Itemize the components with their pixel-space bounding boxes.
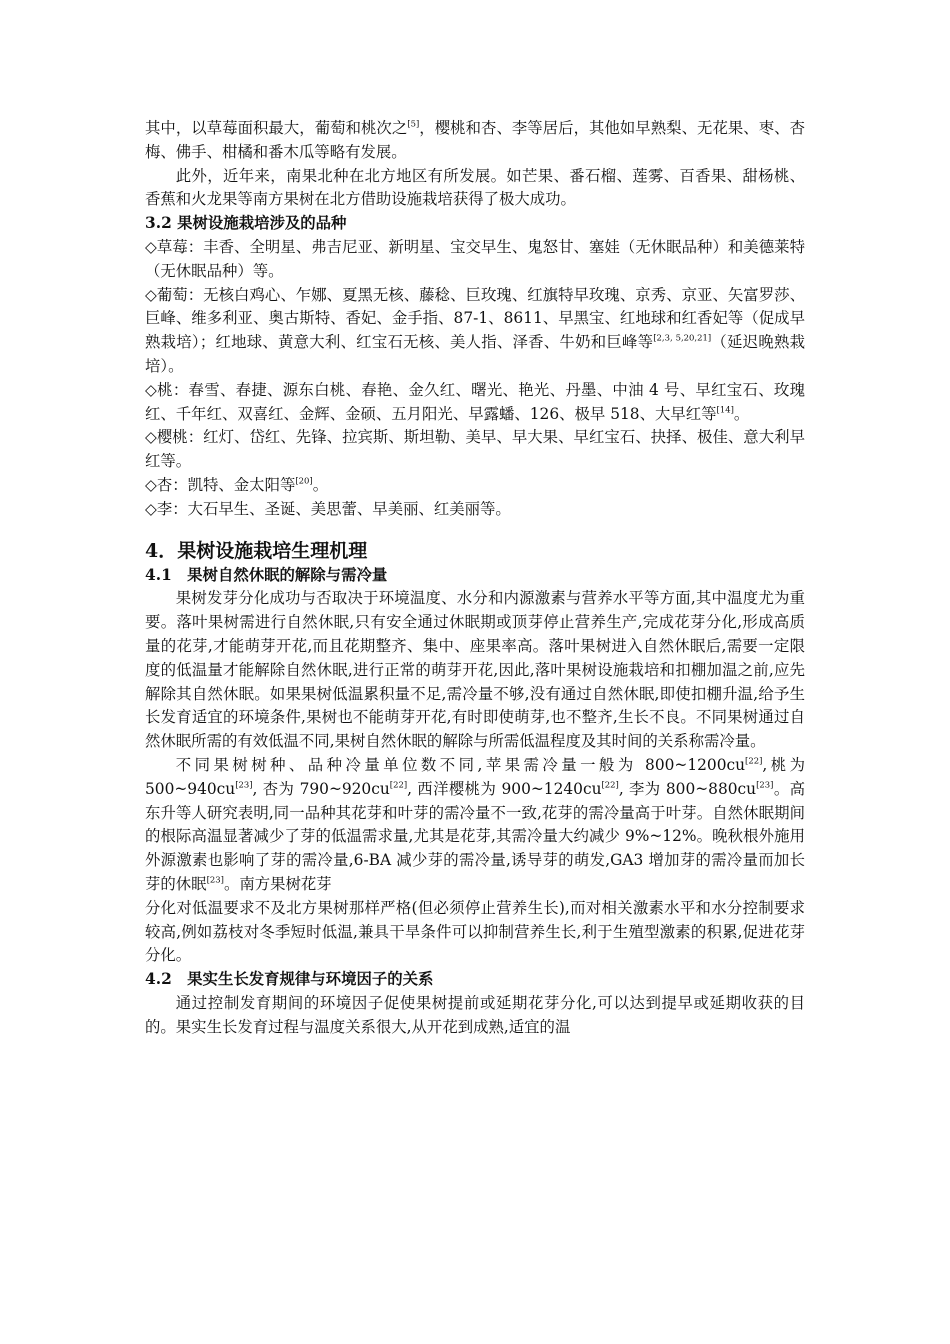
text: 其中，以草莓面积最大，葡萄和桃次之 <box>145 119 408 137</box>
text: , 杏为 790~920cu <box>252 779 390 798</box>
citation: [23] <box>756 779 774 790</box>
text: 。高东升等人研究表明,同一品种其花芽和叶芽的需冷量不一致,花芽的需冷量高于叶芽。自然休眠期间的根际高温显著减少了芽的低温需求量,尤其是花芽,其需冷量大约减少 9%~12%。晚秋根外施用外源激素也影响了芽的需冷量,6-BA 减少芽的需冷量,诱导芽的萌发,GA3 增加芽的需冷量而加长芽的休眠 <box>145 779 805 893</box>
list-item-cherry: ◇樱桃：红灯、岱红、先锋、拉宾斯、斯坦勒、美早、早大果、早红宝石、抉择、极佳、意大利早红等。 <box>145 428 805 471</box>
text: ◇杏：凯特、金太阳等 <box>145 475 296 494</box>
paragraph-southern-flower-bud: 分化对低温要求不及北方果树那样严格(但必须停止营养生长),而对相关激素水平和水分控制要求较高,例如荔枝对冬季短时低温,兼具干旱条件可以抑制营养生长,利于生殖型激素的积累,促进花芽分化。 <box>145 898 805 965</box>
text: , 西洋樱桃为 900~1240cu <box>407 779 602 798</box>
citation: [22] <box>389 779 408 790</box>
paragraph-dormancy: 果树发芽分化成功与否取决于环境温度、水分和内源激素与营养水平等方面,其中温度尤为重要。落叶果树需进行自然休眠,只有安全通过休眠期或顶芽停止营养生产,完成花芽分化,形成高质量的花芽,才能萌芽开花,而且花期整齐、集中、座果率高。落叶果树进入自然休眠后,需要一定限度的低温量才能解除自然休眠,进行正常的萌芽开花,因此,落叶果树设施栽培和扣棚加温之前,应先解除其自然休眠。如果果树低温累积量不足,需冷量不够,没有通过自然休眠,即使扣棚升温,给予生长发育适宜的环境条件,果树也不能萌芽开花,有时即使萌芽,也不整齐,生长不良。不同果树通过自然休眠所需的有效低温不同,果树自然休眠的解除与所需低温程度及其时间的关系称需冷量。 <box>145 589 805 751</box>
list-item-strawberry: ◇草莓：丰香、全明星、弗吉尼亚、新明星、宝交早生、鬼怒甘、塞娃（无休眠品种）和美德莱特（无休眠品种）等。 <box>145 237 805 280</box>
citation: [20] <box>295 475 313 486</box>
text: 。南方果树花芽 <box>223 874 332 893</box>
paragraph-environment: 通过控制发育期间的环境因子促使果树提前或延期花芽分化,可以达到提早或延期收获的目的。果实生长发育过程与温度关系很大,从开花到成熟,适宜的温 <box>145 993 805 1036</box>
list-item-apricot <box>145 474 805 498</box>
document-page <box>145 117 805 1039</box>
text: ◇桃：春雪、春捷、源东白桃、春艳、金久红、曙光、艳光、丹墨、中油 4 号、早红宝石、玫瑰红、千年红、双喜红、金辉、金硕、五月阳光、早露蟠、126、极早 518、大早红等 <box>145 380 805 423</box>
citation: [23] <box>206 874 224 885</box>
text: 。 <box>312 475 329 494</box>
text: , 李为 800~880cu <box>618 779 757 798</box>
list-item-plum: ◇李：大石早生、圣诞、美思蕾、早美丽、红美丽等。 <box>145 499 511 518</box>
section-heading-3-2: 3.2 果树设施栽培涉及的品种 <box>145 214 347 233</box>
text: 。 <box>733 404 750 423</box>
citation: [2,3, 5,20,21] <box>653 332 712 343</box>
citation: [14] <box>716 404 734 415</box>
section-heading-4: 4．果树设施栽培生理机理 <box>145 539 368 562</box>
paragraph-south-fruit: 此外，近年来，南果北种在北方地区有所发展。如芒果、番石榴、莲雾、百香果、甜杨桃、香蕉和火龙果等南方果树在北方借助设施栽培获得了极大成功。 <box>145 166 805 209</box>
subsection-heading-4-1: 4.1 果树自然休眠的解除与需冷量 <box>145 565 388 584</box>
list-item-peach <box>145 379 805 427</box>
citation: [22] <box>745 755 763 766</box>
citation: [5] <box>407 118 420 129</box>
subsection-heading-4-2: 4.2 果实生长发育规律与环境因子的关系 <box>145 970 434 989</box>
text: 不同果树树种、品种冷量单位数不同,苹果需冷量一般为 800~1200cu <box>175 755 746 774</box>
paragraph-chill-units <box>145 754 805 897</box>
citation: [22] <box>601 779 619 790</box>
paragraph-intro <box>145 117 805 165</box>
list-item-grape <box>145 284 805 379</box>
citation: [23] <box>235 779 253 790</box>
text: （延迟晚熟栽培）。 <box>145 333 805 375</box>
text: ,桃为 500~940cu <box>145 755 805 798</box>
text: ，樱桃和杏、李等居后，其他如早熟梨、无花果、枣、杏梅、佛手、柑橘和番木瓜等略有发展。 <box>145 119 805 161</box>
text: ◇葡萄：无核白鸡心、乍娜、夏黑无核、藤稔、巨玫瑰、红旗特早玫瑰、京秀、京亚、矢富罗莎、巨峰、维多利亚、奥古斯特、香妃、金手指、87-1、8611、早黑宝、红地球和红香妃等（促成早熟栽培）；红地球、黄意大利、红宝石无核、美人指、泽香、牛奶和巨峰等 <box>145 285 805 352</box>
